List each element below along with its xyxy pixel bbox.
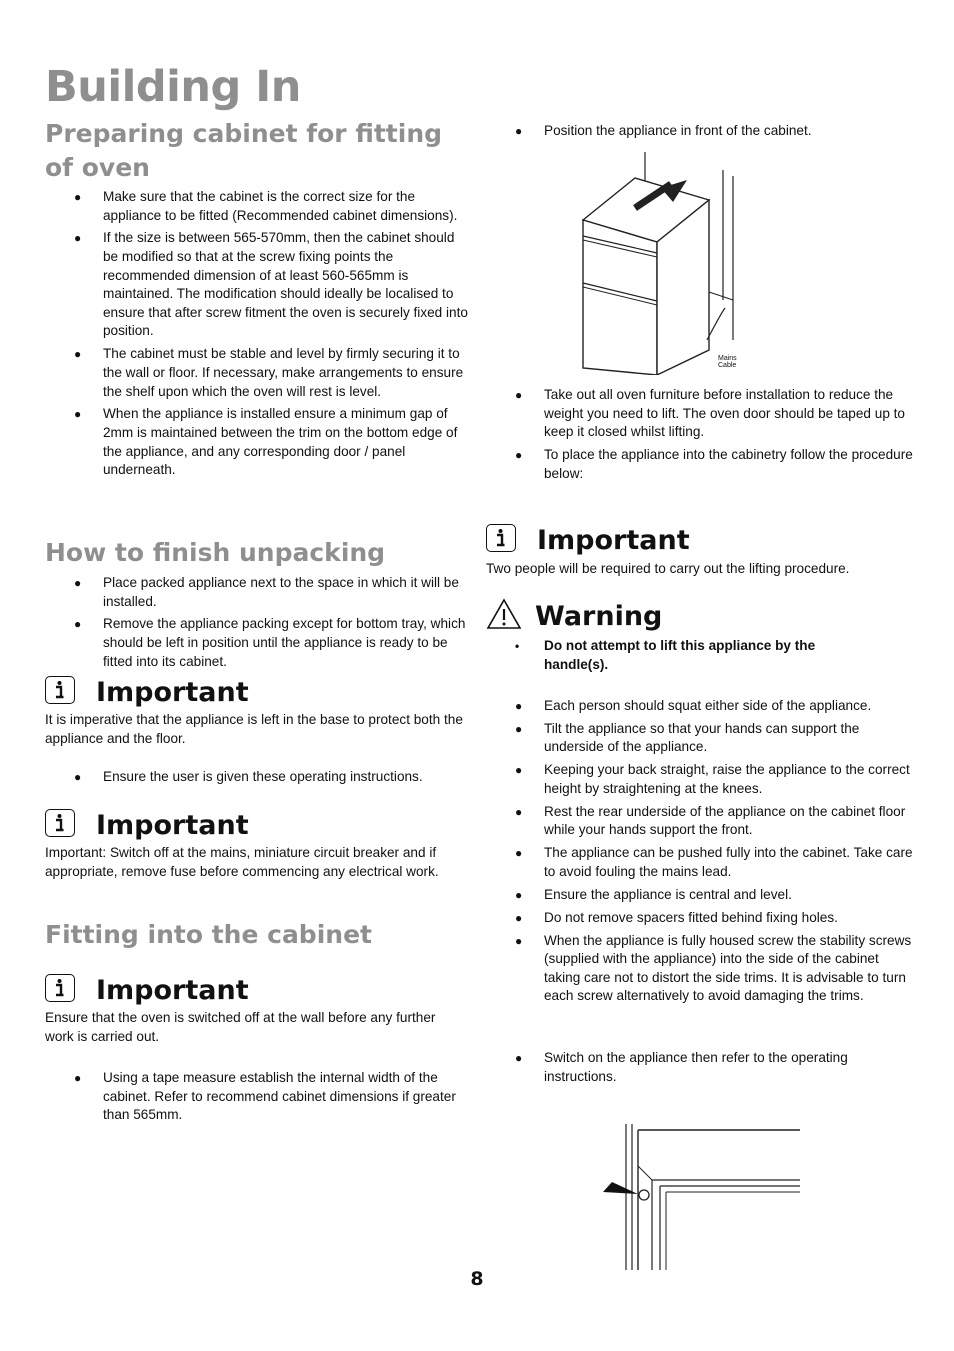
list-item: ● Remove the appliance packing except for bottom tray, which should be left in position until the appliance is ready to be fitted into its cabinet.	[74, 616, 466, 669]
list-item: ● Using a tape measure establish the internal width of the cabinet. Refer to recommend cabinet dimensions if greater than 565mm.	[74, 1070, 456, 1123]
list-item: ● Position the appliance in front of the cabinet.	[486, 122, 914, 141]
bullet-icon: ●	[515, 699, 523, 713]
bullet-icon: •	[515, 639, 520, 653]
bullet-list-preparing	[45, 188, 469, 484]
bullet-list-position	[486, 122, 914, 145]
important-text-3: Ensure that the oven is switched off at the wall before any further work is carried out.	[45, 1010, 436, 1044]
bullet-icon: ●	[515, 933, 523, 948]
bullet-icon: ●	[74, 576, 82, 590]
list-item: ● To place the appliance into the cabinetry follow the procedure below:	[515, 447, 913, 481]
list-item: ● Make sure that the cabinet is the correct size for the appliance to be fitted (Recommended cabinet dimensions).	[74, 189, 458, 223]
bullet-icon: ●	[515, 1051, 523, 1065]
bullet-list-lifting-steps	[486, 697, 914, 1010]
bullet-list-fitting	[45, 1069, 469, 1129]
bullet-icon: ●	[74, 407, 82, 422]
list-item: ● Place packed appliance next to the space in which it will be installed.	[74, 575, 459, 609]
list-item: ● Tilt the appliance so that your hands can support the underside of the appliance.	[515, 720, 860, 755]
important-text-2: Important: Switch off at the mains, miniature circuit breaker and if appropriate, remove fuse before commencing any electrical work.	[45, 845, 439, 879]
info-icon	[45, 974, 75, 1002]
list-item: ● Keeping your back straight, raise the appliance to the correct height by straightening at the knees.	[515, 762, 910, 796]
list-item: ● Take out all oven furniture before installation to reduce the weight you need to lift. The oven door should be taped up to keep it closed whilst lifting.	[515, 387, 905, 440]
bullet-icon: ●	[74, 1071, 82, 1085]
bullet-icon: ●	[515, 846, 523, 861]
warning-notice	[486, 598, 786, 634]
page-number: 8	[470, 1268, 484, 1290]
info-icon	[486, 524, 516, 552]
warning-triangle-icon	[486, 598, 522, 630]
bullet-list-user	[45, 768, 469, 791]
warning-list	[486, 637, 866, 678]
bullet-icon: ●	[515, 910, 523, 925]
bullet-icon: ●	[74, 231, 82, 246]
important-title: Important	[96, 975, 249, 1006]
warning-title: Warning	[535, 601, 663, 632]
important-text-4: Two people will be required to carry out the lifting procedure.	[486, 561, 850, 576]
list-item: ● Each person should squat either side of the appliance.	[486, 697, 914, 716]
bullet-list-unpacking	[45, 574, 469, 676]
important-notice-3	[45, 974, 345, 1010]
list-item: ● Ensure the appliance is central and level.	[486, 886, 914, 905]
bullet-icon: ●	[515, 448, 523, 463]
list-item: ● Do not remove spacers fitted behind fixing holes.	[486, 909, 914, 928]
important-text-1: It is imperative that the appliance is left in the base to protect both the appliance and the floor.	[45, 712, 463, 746]
list-item: ● When the appliance is fully housed screw the stability screws (supplied with the appliance) into the side of the cabinet taking care not to distort the side trims. It is advisable to turn each screw alternatively to avoid damaging the trims.	[515, 932, 912, 1004]
important-notice-2	[45, 809, 345, 845]
bullet-icon: ●	[515, 804, 523, 819]
list-item: ● If the size is between 565-570mm, then the cabinet should be modified so that at the screw fixing points the recommended dimension of at least 560-565mm is maintained. The modification should ideally be localised to ensure that after screw fitment the oven is securely fixed into position.	[74, 230, 468, 339]
info-icon	[45, 676, 75, 704]
mains-cable-label: Mains Cable	[718, 355, 737, 369]
important-notice-4	[486, 524, 786, 560]
bullet-icon: ●	[515, 124, 523, 138]
bullet-icon: ●	[515, 887, 523, 902]
bullet-icon: ●	[74, 770, 82, 784]
list-item: ● The appliance can be pushed fully into the cabinet. Take care to avoid fouling the mains lead.	[515, 845, 913, 879]
heading-finish-unpacking: How to finish unpacking	[45, 538, 386, 567]
bullet-list-switch-on	[486, 1049, 914, 1090]
page-title: Building In	[45, 62, 301, 112]
important-title: Important	[96, 677, 249, 708]
important-notice-1	[45, 676, 345, 712]
list-item: ● The cabinet must be stable and level by firmly securing it to the wall or floor. If necessary, make arrangements to ensure the shelf upon which the oven will rest is level.	[74, 346, 464, 399]
heading-preparing-cabinet: Preparing cabinet for fitting of oven	[45, 119, 443, 182]
bullet-icon: ●	[515, 763, 523, 778]
list-item: • Do not attempt to lift this appliance by the handle(s).	[515, 638, 816, 672]
bullet-icon: ●	[74, 617, 82, 632]
fixing-hole-illustration	[600, 1122, 805, 1272]
list-item: ● Switch on the appliance then refer to the operating instructions.	[515, 1050, 848, 1084]
important-title: Important	[96, 810, 249, 841]
list-item: ● Rest the rear underside of the appliance on the cabinet floor while your hands support the front.	[515, 803, 906, 838]
bullet-icon: ●	[74, 347, 82, 362]
bullet-list-prepare-lift	[486, 386, 914, 488]
bullet-icon: ●	[515, 388, 523, 402]
heading-fitting-cabinet: Fitting into the cabinet	[45, 920, 372, 949]
list-item: ● Ensure the user is given these operating instructions.	[45, 768, 469, 787]
appliance-box-figure	[575, 150, 750, 375]
list-item: ● When the appliance is installed ensure a minimum gap of 2mm is maintained between the trim on the bottom edge of the appliance, and any corresponding door / panel underneath.	[74, 406, 458, 478]
cabinet-corner-figure	[600, 1122, 805, 1272]
important-title: Important	[537, 525, 690, 556]
bullet-icon: ●	[74, 190, 82, 204]
appliance-cabinet-illustration	[575, 150, 750, 375]
info-icon	[45, 809, 75, 837]
bullet-icon: ●	[515, 721, 523, 736]
